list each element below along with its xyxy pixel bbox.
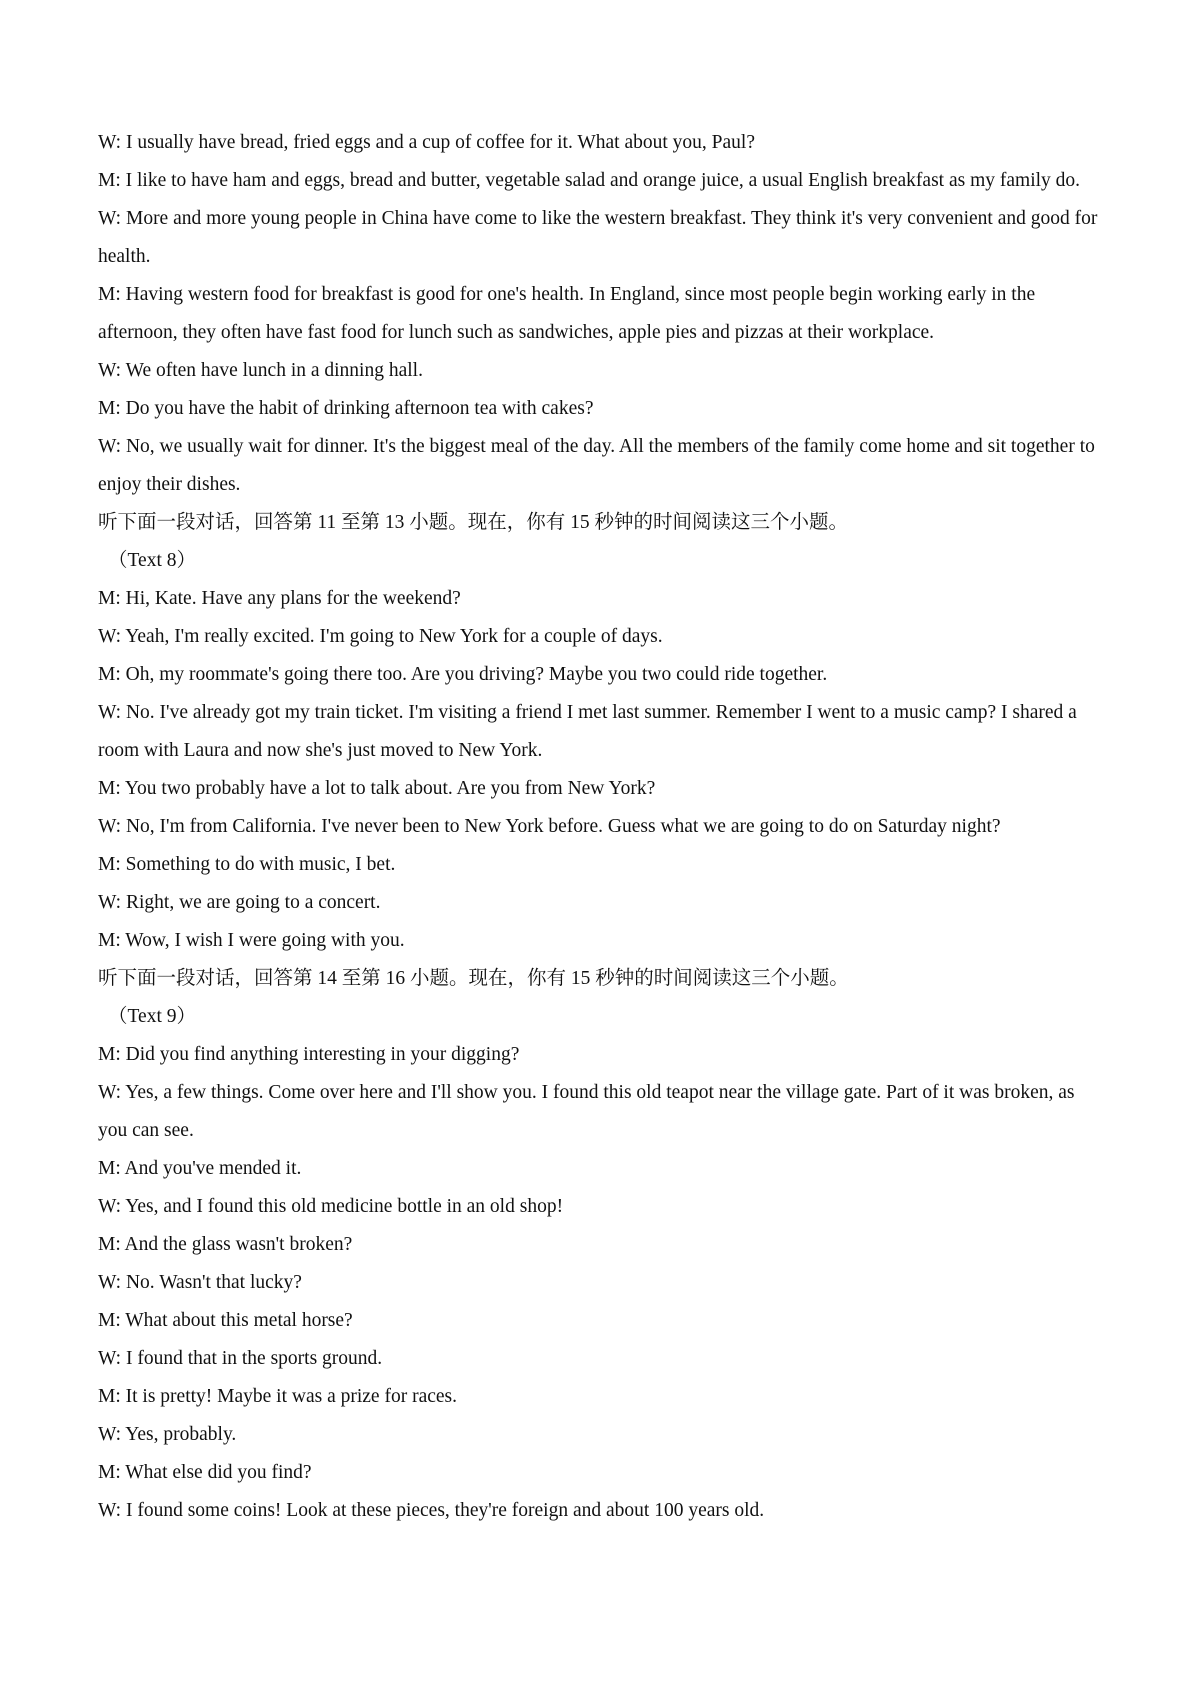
dialogue-line: M: I like to have ham and eggs, bread and butter, vegetable salad and orange juice, a usual English breakfast as my family do. bbox=[98, 170, 1081, 191]
dialogue-line: W: More and more young people in China have come to like the western breakfast. They think it's very convenient and good for health. bbox=[98, 208, 1098, 267]
dialogue-line: W: Yes, and I found this old medicine bottle in an old shop! bbox=[98, 1196, 564, 1217]
dialogue-line: M: Hi, Kate. Have any plans for the weekend? bbox=[98, 588, 461, 609]
document-page bbox=[98, 124, 1108, 1530]
dialogue-line: M: You two probably have a lot to talk about. Are you from New York? bbox=[98, 778, 656, 799]
dialogue-line: W: No. I've already got my train ticket. I'm visiting a friend I met last summer. Remember I went to a music camp? I shared a room with Laura and now she's just moved to New York. bbox=[98, 702, 1077, 761]
dialogue-line: M: Do you have the habit of drinking afternoon tea with cakes? bbox=[98, 398, 594, 419]
dialogue-line: M: Wow, I wish I were going with you. bbox=[98, 930, 405, 951]
dialogue-line: W: No, we usually wait for dinner. It's the biggest meal of the day. All the members of the family come home and sit together to enjoy their dishes. bbox=[98, 436, 1095, 495]
dialogue-line: W: We often have lunch in a dinning hall. bbox=[98, 360, 423, 381]
dialogue-line: M: And the glass wasn't broken? bbox=[98, 1234, 353, 1255]
dialogue-line: W: No. Wasn't that lucky? bbox=[98, 1272, 302, 1293]
text-label: （Text 8） bbox=[108, 550, 196, 571]
text-label: （Text 9） bbox=[108, 1006, 196, 1027]
dialogue-line: W: Yeah, I'm really excited. I'm going to New York for a couple of days. bbox=[98, 626, 663, 647]
dialogue-line: M: What about this metal horse? bbox=[98, 1310, 353, 1331]
dialogue-line: M: Did you find anything interesting in your digging? bbox=[98, 1044, 520, 1065]
dialogue-line: M: Oh, my roommate's going there too. Are you driving? Maybe you two could ride together. bbox=[98, 664, 828, 685]
dialogue-line: M: And you've mended it. bbox=[98, 1158, 302, 1179]
dialogue-line: W: Yes, probably. bbox=[98, 1424, 237, 1445]
dialogue-line: W: Yes, a few things. Come over here and I'll show you. I found this old teapot near the village gate. Part of it was broken, as you can see. bbox=[98, 1082, 1075, 1141]
section-instruction: 听下面一段对话，回答第 11 至第 13 小题。现在，你有 15 秒钟的时间阅读这三个小题。 bbox=[98, 512, 849, 533]
dialogue-line: M: Something to do with music, I bet. bbox=[98, 854, 396, 875]
dialogue-line: M: What else did you find? bbox=[98, 1462, 312, 1483]
dialogue-line: M: Having western food for breakfast is good for one's health. In England, since most people begin working early in the afternoon, they often have fast food for lunch such as sandwiches, apple pies and pizzas at their workplace. bbox=[98, 284, 1036, 343]
dialogue-line: W: I found some coins! Look at these pieces, they're foreign and about 100 years old. bbox=[98, 1500, 765, 1521]
dialogue-line: M: It is pretty! Maybe it was a prize for races. bbox=[98, 1386, 457, 1407]
dialogue-line: W: I found that in the sports ground. bbox=[98, 1348, 383, 1369]
dialogue-line: W: Right, we are going to a concert. bbox=[98, 892, 381, 913]
dialogue-line: W: No, I'm from California. I've never been to New York before. Guess what we are going to do on Saturday night? bbox=[98, 816, 1001, 837]
dialogue-line: W: I usually have bread, fried eggs and a cup of coffee for it. What about you, Paul? bbox=[98, 132, 755, 153]
section-instruction: 听下面一段对话，回答第 14 至第 16 小题。现在，你有 15 秒钟的时间阅读这三个小题。 bbox=[98, 968, 849, 989]
